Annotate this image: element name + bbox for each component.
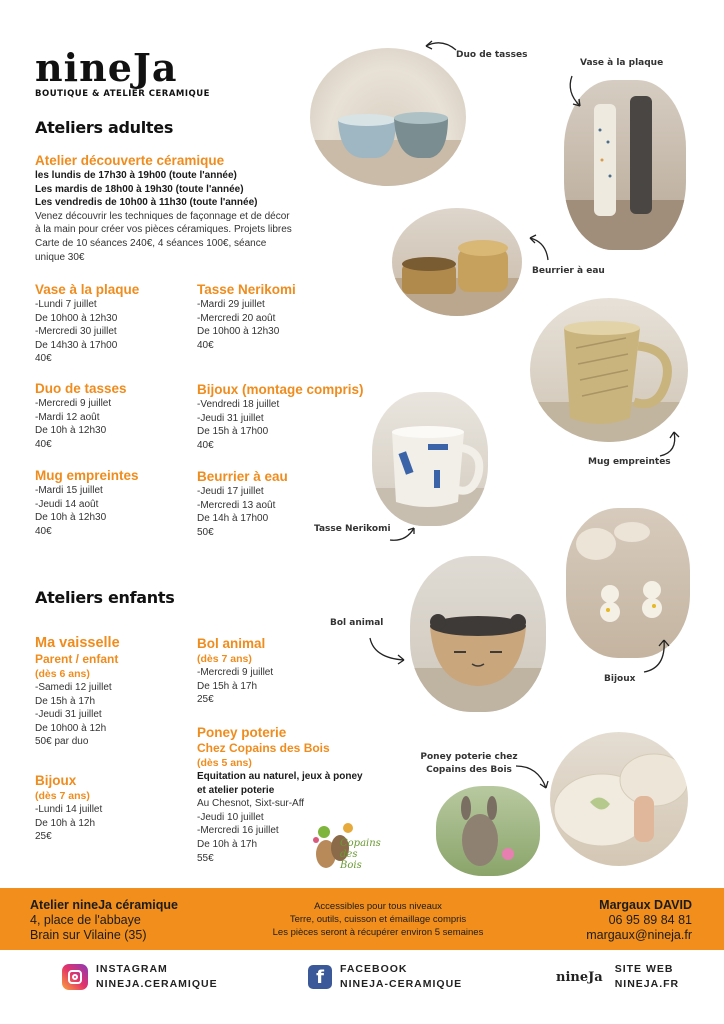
workshop-tasse-nerikomi [197,282,296,352]
arrow-icon [654,428,684,458]
workshop-price: 40€ [197,339,214,351]
arrow-icon [640,636,674,676]
info-line: Accessibles pour tous niveaux [314,901,442,912]
info-line: Les pièces seront à récupérer environ 5 semaines [272,927,484,938]
workshop-line: -Samedi 12 juillet [35,682,112,693]
copains-des-bois-logo [304,818,381,880]
photo-tasse-nerikomi [372,392,488,526]
instagram-title: INSTAGRAM [96,963,168,975]
workshop-line: -Mercredi 9 juillet [35,398,112,409]
website-label [615,962,679,992]
workshop-line: De 10h à 12h [35,817,96,829]
workshop-title: Bijoux (montage compris) [197,382,364,397]
facebook-handle[interactable]: NINEJA-CERAMIQUE [340,978,463,990]
workshop-line: -Mercredi 30 juillet [35,326,117,338]
photo-bol-animal [410,556,546,712]
website-url[interactable]: NINEJA.FR [614,978,680,990]
workshop-line: -Jeudi 14 août [35,498,99,510]
atelier-name: Atelier nineJa céramique [30,898,178,912]
workshop-line: -Mercredi 9 juillet [197,667,274,678]
site-logo: nineJa [556,969,603,985]
arrow-icon [366,634,410,666]
contact-name: Margaux DAVID [599,898,692,912]
workshop-line: -Mardi 29 juillet [197,299,265,310]
workshop-title: Poney poterie [197,725,287,740]
workshop-line: et atelier poterie [197,784,275,796]
facebook-title: FACEBOOK [340,963,408,975]
description-line: Carte de 10 séances 240€, 4 séances 100€, séance [35,237,267,249]
website-title: SITE WEB [614,963,674,975]
workshop-age: (dès 5 ans) [197,757,252,769]
workshop-line: -Lundi 14 juillet [35,804,103,815]
workshop-bijoux-adult [197,382,364,452]
workshop-line: De 10h00 à 12h30 [35,312,118,324]
arrow-icon [512,760,552,794]
schedule-line: Les vendredis de 10h00 à 11h30 (toute l'année) [35,197,258,209]
city-address: Brain sur Vilaine (35) [30,928,147,942]
instagram-handle[interactable]: NINEJA.CERAMIQUE [96,978,218,990]
workshop-price: 55€ [197,852,214,864]
workshop-line: -Vendredi 18 juillet [197,399,280,410]
workshop-line: -Mercredi 20 août [197,312,276,324]
social-instagram[interactable] [62,962,218,992]
facebook-icon[interactable]: f [308,965,332,989]
workshop-line: De 10h à 12h30 [35,425,107,437]
kids-heading: Ateliers enfants [35,588,175,607]
workshop-line: De 15h à 17h [197,680,258,692]
arrow-icon [564,72,590,112]
arrow-icon [524,232,554,262]
workshop-title: Vase à la plaque [35,282,140,297]
photo-mug-empreintes [530,298,688,442]
schedule-line: Les mardis de 18h00 à 19h30 (toute l'année) [35,183,244,195]
workshop-price: 25€ [35,831,52,843]
caption-vase-plaque: Vase à la plaque [580,58,664,68]
caption-mug: Mug empreintes [588,457,671,467]
workshop-line: -Jeudi 10 juillet [197,811,264,823]
info-line: Terre, outils, cuisson et émaillage compris [289,914,467,925]
workshop-line: De 10h à 12h30 [35,512,107,524]
kids-vaisselle [35,635,120,749]
schedule-line: les lundis de 17h30 à 19h00 (toute l'année) [35,170,237,181]
description-line: unique 30€ [35,251,85,263]
contact-phone[interactable]: 06 95 89 84 81 [608,913,692,927]
description-line: Venez découvrir les techniques de façonnage et de décor [35,210,290,222]
contact-email[interactable]: margaux@nineja.fr [586,928,692,942]
workshop-title: Ma vaisselle [35,635,120,651]
caption-poney-line: Poney poterie chez [420,752,518,762]
workshop-line: -Mardi 12 août [35,411,100,423]
workshop-line: De 15h à 17h00 [197,426,269,438]
adults-heading: Ateliers adultes [35,118,174,137]
workshop-title: Duo de tasses [35,381,127,396]
brand-name: nineJa [35,45,178,90]
instagram-label [96,962,218,992]
workshop-age: (dès 7 ans) [35,790,90,802]
workshop-title: Beurrier à eau [197,469,288,484]
photo-poterie-plates [550,732,688,866]
workshop-age: (dès 6 ans) [35,668,90,680]
workshop-line: Equitation au naturel, jeux à poney [197,771,363,782]
workshop-beurrier [197,469,288,539]
footer-contact [586,898,692,943]
photo-beurrier [392,208,522,316]
description-line: à la main pour créer vos pièces céramiques. Projets libres [35,224,292,236]
caption-beurrier: Beurrier à eau [532,266,605,276]
copains-logo-text: Copains des Bois [340,838,381,871]
discovery-workshop [35,153,325,264]
workshop-line: De 10h00 à 12h30 [197,326,280,338]
workshop-line: -Jeudi 31 juillet [197,412,264,424]
workshop-price: 50€ par duo [35,736,89,748]
workshop-line: De 14h30 à 17h00 [35,339,118,351]
workshop-line: -Mardi 15 juillet [35,485,103,496]
caption-bijoux: Bijoux [604,674,636,684]
social-website[interactable] [556,962,679,992]
discovery-title: Atelier découverte céramique [35,153,225,168]
workshop-subtitle: Chez Copains des Bois [197,741,330,755]
workshop-duo [35,381,127,451]
workshop-age: (dès 7 ans) [197,653,252,665]
workshop-vase [35,282,139,366]
street-address: 4, place de l'abbaye [30,913,141,927]
footer-bar [0,888,724,950]
brand-tagline: BOUTIQUE & ATELIER CERAMIQUE [35,89,210,99]
workshop-price: 40€ [197,439,214,451]
photo-poney [436,786,540,876]
workshop-mug [35,468,139,538]
kids-bijoux [35,773,102,844]
caption-tasse-nerikomi: Tasse Nerikomi [314,524,391,534]
workshop-line: -Jeudi 17 juillet [197,486,264,497]
caption-duo-tasses: Duo de tasses [456,50,528,60]
workshop-title: Mug empreintes [35,468,139,483]
workshop-line: -Mercredi 16 juillet [197,825,279,837]
workshop-line: De 10h à 17h [197,838,258,850]
brand-logo [35,45,210,99]
workshop-line: De 10h00 à 12h [35,722,107,734]
workshop-subtitle: Parent / enfant [35,652,119,666]
workshop-line: Au Chesnot, Sixt-sur-Aff [197,798,305,810]
social-facebook[interactable] [308,962,462,992]
workshop-line: -Jeudi 31 juillet [35,709,102,721]
workshop-line: -Lundi 7 juillet [35,299,97,310]
workshop-line: -Mercredi 13 août [197,499,276,511]
workshop-price: 40€ [35,525,52,537]
workshop-price: 40€ [35,438,52,450]
workshop-price: 25€ [197,694,214,706]
workshop-title: Tasse Nerikomi [197,282,296,297]
arrow-icon [388,524,418,546]
workshop-line: De 14h à 17h00 [197,513,269,525]
footer-info [230,900,526,939]
workshop-line: De 15h à 17h [35,695,96,707]
workshop-price: 40€ [35,353,52,365]
workshop-price: 50€ [197,526,214,538]
photo-duo-tasses [310,48,466,186]
facebook-label [340,962,462,992]
caption-bol-animal: Bol animal [330,618,384,628]
caption-poney-line: Copains des Bois [426,765,512,775]
footer-address [30,898,178,943]
workshop-title: Bijoux [35,773,77,788]
arrow-icon [420,36,460,56]
workshop-title: Bol animal [197,636,266,651]
instagram-icon[interactable] [62,964,88,990]
caption-poney [414,751,524,777]
kids-bol-animal [197,636,273,707]
